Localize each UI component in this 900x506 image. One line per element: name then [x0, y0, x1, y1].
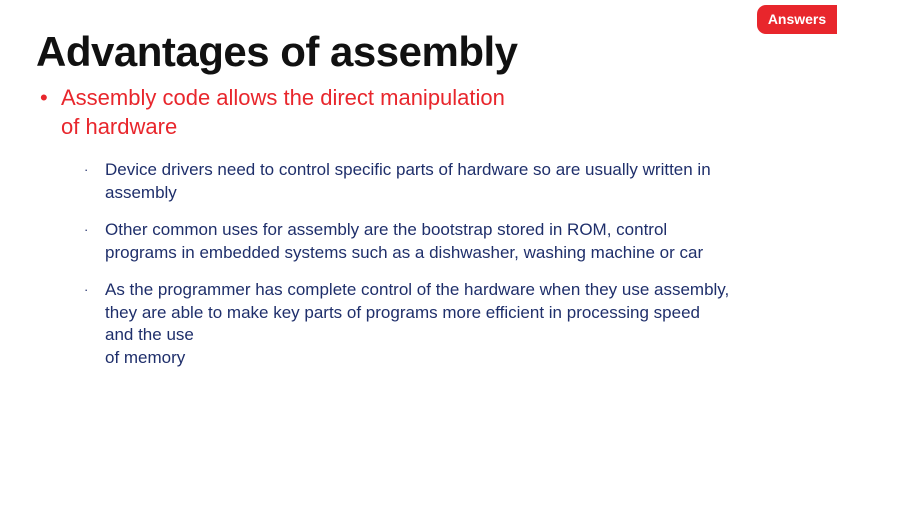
- sub-bullet-item-device-drivers: [84, 159, 804, 204]
- slide-title: Advantages of assembly: [36, 28, 518, 75]
- sub-bullet-item-efficiency: [84, 279, 804, 369]
- sub-bullet-line: Other common uses for assembly are the bootstrap stored in ROM, control: [105, 220, 668, 239]
- sub-bullet-item-common-uses: [84, 219, 804, 264]
- sub-bullet-line: they are able to make key parts of programs more efficient in processing speed: [105, 302, 700, 322]
- sub-bullet-list: [84, 159, 804, 384]
- main-bullet-line: of hardware: [61, 114, 178, 139]
- sub-bullet-line: programs in embedded systems such as a dishwasher, washing machine or car: [105, 242, 704, 262]
- bullet-icon: ·: [84, 222, 89, 237]
- bullet-icon: ·: [84, 162, 89, 177]
- sub-bullet-line: Device drivers need to control specific parts of hardware so are usually written in: [105, 160, 711, 179]
- sub-bullet-line: As the programmer has complete control of the hardware when they use assembly,: [105, 280, 730, 299]
- sub-bullet-line: and the use: [105, 325, 194, 344]
- bullet-icon: ·: [84, 282, 89, 297]
- main-bullet-point: [40, 83, 600, 141]
- main-bullet-text: [40, 83, 600, 141]
- main-bullet-line: Assembly code allows the direct manipulation: [61, 85, 505, 110]
- sub-bullet-line: of memory: [105, 347, 186, 367]
- sub-bullet-line: assembly: [105, 182, 177, 202]
- answers-button[interactable]: Answers: [757, 5, 837, 34]
- bullet-icon: •: [40, 85, 48, 110]
